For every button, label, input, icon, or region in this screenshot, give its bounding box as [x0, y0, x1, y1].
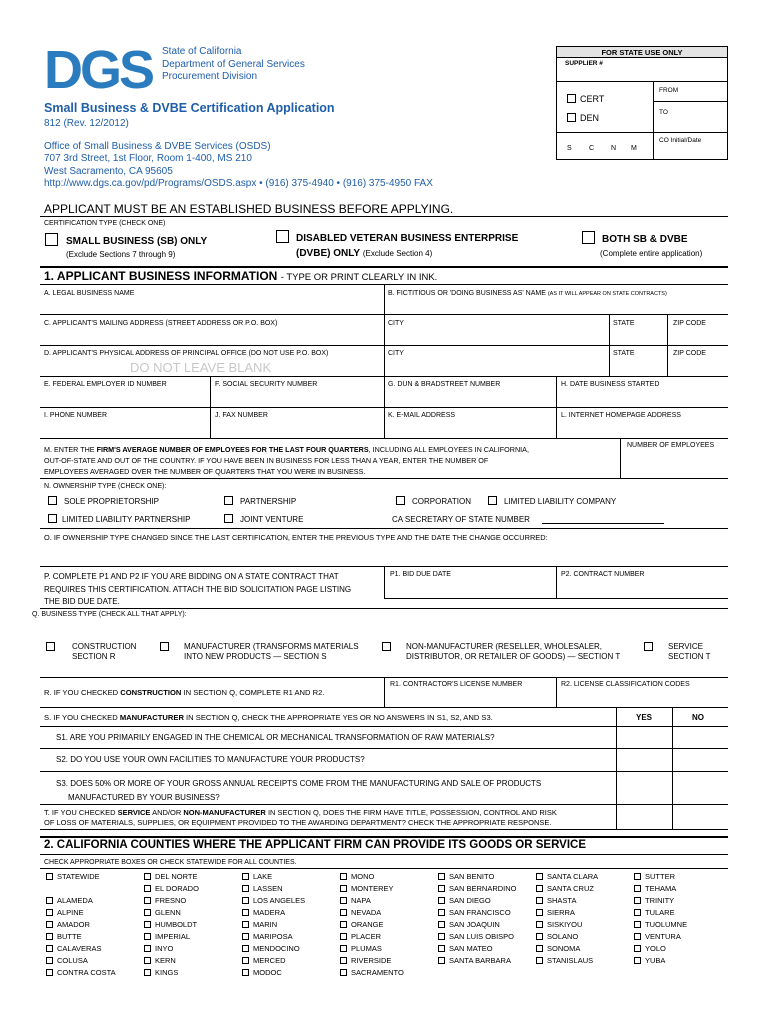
business-type-label: Q. BUSINESS TYPE (CHECK ALL THAT APPLY): [32, 611, 187, 618]
bid-instruction: P. COMPLETE P1 AND P2 IF YOU ARE BIDDING ON A STATE CONTRACT THAT REQUIRES THIS CERTIFICATION. ATTACH THE BID SOLICITATION PAGE LISTING THE BID DUE DATE. [44, 572, 352, 606]
section2-heading: 2. CALIFORNIA COUNTIES WHERE THE APPLICANT FIRM CAN PROVIDE ITS GOODS OR SERVICE [44, 839, 587, 851]
no-header: NO [692, 713, 704, 722]
county-label: STANISLAUS [547, 956, 594, 965]
logo-text: DGS [44, 42, 153, 96]
county-label: ALAMEDA [57, 896, 93, 905]
license-codes-label: R2. LICENSE CLASSIFICATION CODES [561, 681, 690, 688]
county-label: MERCED [253, 956, 286, 965]
county-checkbox-napa[interactable] [340, 897, 347, 904]
county-checkbox-mono[interactable] [340, 873, 347, 880]
county-checkbox-butte[interactable] [46, 933, 53, 940]
section1-heading: 1. APPLICANT BUSINESS INFORMATION [44, 269, 278, 283]
dvbe-line [296, 248, 432, 259]
county-checkbox-plumas[interactable] [340, 945, 347, 952]
office-block [44, 141, 433, 191]
county-label: SANTA CRUZ [547, 884, 594, 893]
county-checkbox-sonoma[interactable] [536, 945, 543, 952]
county-label: SONOMA [547, 944, 581, 953]
county-checkbox-santa-cruz[interactable] [536, 885, 543, 892]
form-title: Small Business & DVBE Certification Application [44, 101, 335, 115]
nonmanufacturer-checkbox[interactable] [382, 642, 391, 651]
county-label: SHASTA [547, 896, 577, 905]
license-number-label: R1. CONTRACTOR'S LICENSE NUMBER [390, 681, 523, 688]
county-checkbox-los-angeles[interactable] [242, 897, 249, 904]
county-checkbox-colusa[interactable] [46, 957, 53, 964]
llc-checkbox[interactable] [488, 496, 497, 505]
county-label: SAN BENITO [449, 872, 495, 881]
fictitious-name-label: B. FICTITIOUS OR 'DOING BUSINESS AS' NAME (AS IT WILL APPEAR ON STATE CONTRACTS) [388, 290, 667, 297]
co-initial-label: CO Initial/Date [659, 137, 702, 144]
section1-heading-row [44, 269, 437, 283]
cert-type-label: CERTIFICATION TYPE (CHECK ONE) [44, 220, 166, 227]
llp-label: LIMITED LIABILITY PARTNERSHIP [62, 515, 191, 524]
dvbe-title: DISABLED VETERAN BUSINESS ENTERPRISE [296, 233, 519, 244]
sole-label: SOLE PROPRIETORSHIP [64, 497, 159, 506]
manufacturer-checkbox[interactable] [160, 642, 169, 651]
county-checkbox-mariposa[interactable] [242, 933, 249, 940]
partnership-label: PARTNERSHIP [240, 497, 297, 506]
county-checkbox-modoc[interactable] [242, 969, 249, 976]
county-label: YUBA [645, 956, 666, 965]
county-label: ALPINE [57, 908, 84, 917]
county-checkbox-monterey[interactable] [340, 885, 347, 892]
office-address2: West Sacramento, CA 95605 [44, 165, 173, 177]
county-label: LOS ANGELES [253, 896, 306, 905]
county-label: NAPA [351, 896, 371, 905]
county-checkbox-placer[interactable] [340, 933, 347, 940]
county-checkbox-sutter[interactable] [634, 873, 641, 880]
county-checkbox-fresno[interactable] [144, 897, 151, 904]
both-note: (Complete entire application) [600, 249, 703, 258]
county-checkbox-humboldt[interactable] [144, 921, 151, 928]
ssn-label: F. SOCIAL SECURITY NUMBER [215, 381, 318, 388]
county-checkbox-statewide[interactable] [46, 873, 53, 880]
county-checkbox-madera[interactable] [242, 909, 249, 916]
county-label: SIERRA [547, 908, 575, 917]
service-label: SERVICE SECTION T [668, 642, 711, 661]
den-label: DEN [580, 113, 600, 123]
county-label: MARIPOSA [253, 932, 293, 941]
county-label: SAN FRANCISCO [449, 908, 511, 917]
county-checkbox-shasta[interactable] [536, 897, 543, 904]
s1-question: S1. ARE YOU PRIMARILY ENGAGED IN THE CHEMICAL OR MECHANICAL TRANSFORMATION OF RAW MATERIALS? [56, 733, 495, 742]
county-checkbox-imperial[interactable] [144, 933, 151, 940]
agency-line2: Department of General Services [162, 58, 305, 70]
county-label: BUTTE [57, 932, 82, 941]
county-label: TEHAMA [645, 884, 677, 893]
date-started-label: H. DATE BUSINESS STARTED [561, 381, 660, 388]
physical-address-label: D. APPLICANT'S PHYSICAL ADDRESS OF PRINCIPAL OFFICE (DO NOT USE P.O. BOX) [44, 350, 329, 357]
county-checkbox-sierra[interactable] [536, 909, 543, 916]
county-checkbox-mendocino[interactable] [242, 945, 249, 952]
county-checkbox-merced[interactable] [242, 957, 249, 964]
dvbe-note: (Exclude Section 4) [362, 249, 433, 258]
joint-venture-label: JOINT VENTURE [240, 515, 304, 524]
county-checkbox-kern[interactable] [144, 957, 151, 964]
county-checkbox-inyo[interactable] [144, 945, 151, 952]
manufacturer-label: MANUFACTURER (TRANSFORMS MATERIALS INTO NEW PRODUCTS — SECTION S [184, 642, 359, 661]
llp-checkbox[interactable] [48, 514, 57, 523]
county-checkbox-kings[interactable] [144, 969, 151, 976]
fax-label: J. FAX NUMBER [215, 412, 268, 419]
county-label: KINGS [155, 968, 179, 977]
county-label: ORANGE [351, 920, 384, 929]
county-label: INYO [155, 944, 174, 953]
joint-venture-checkbox[interactable] [224, 514, 233, 523]
county-checkbox-san-bernardino[interactable] [438, 885, 445, 892]
county-checkbox-trinity[interactable] [634, 897, 641, 904]
homepage-label: L. INTERNET HOMEPAGE ADDRESS [561, 412, 681, 419]
ca-sos-label: CA SECRETARY OF STATE NUMBER [392, 515, 530, 524]
agency-line1: State of California [162, 46, 242, 57]
county-checkbox-ventura[interactable] [634, 933, 641, 940]
mailing-address-label: C. APPLICANT'S MAILING ADDRESS (STREET ADDRESS OR P.O. BOX) [44, 320, 278, 327]
bid-due-label: P1. BID DUE DATE [390, 571, 451, 578]
county-label: CALAVERAS [57, 944, 102, 953]
county-checkbox-santa-clara[interactable] [536, 873, 543, 880]
sb-only-label: SMALL BUSINESS (SB) ONLY [66, 236, 208, 247]
construction-instruction: R. IF YOU CHECKED CONSTRUCTION IN SECTION Q, COMPLETE R1 AND R2. [44, 688, 325, 697]
county-label: SAN BERNARDINO [449, 884, 517, 893]
section1-note: - TYPE OR PRINT CLEARLY IN INK. [280, 272, 438, 283]
county-checkbox-tuolumne[interactable] [634, 921, 641, 928]
code-n: N [611, 145, 617, 152]
service-instruction: T. IF YOU CHECKED SERVICE AND/OR NON-MANUFACTURER IN SECTION Q, DOES THE FIRM HAVE TITLE, POSSESSION, CONTROL AND RISK OF LOSS OF MATERIALS, SUPPLIES, OR EQUIPMENT PROVIDED TO THE AWARDING DEPARTMENT? CHECK THE APPROPRIATE RESPONSE. [44, 808, 557, 827]
duns-label: G. DUN & BRADSTREET NUMBER [388, 381, 501, 388]
county-checkbox-calaveras[interactable] [46, 945, 53, 952]
county-checkbox-alpine[interactable] [46, 909, 53, 916]
code-s: S [567, 145, 572, 152]
county-checkbox-del-norte[interactable] [144, 873, 151, 880]
county-checkbox-tulare[interactable] [634, 909, 641, 916]
county-checkbox-san-luis-obispo[interactable] [438, 933, 445, 940]
county-checkbox-stanislaus[interactable] [536, 957, 543, 964]
service-checkbox[interactable] [644, 642, 653, 651]
county-checkbox-san-mateo[interactable] [438, 945, 445, 952]
applicant-notice: APPLICANT MUST BE AN ESTABLISHED BUSINESS BEFORE APPLYING. [44, 202, 454, 216]
dgs-logo [44, 42, 154, 96]
llc-label: LIMITED LIABILITY COMPANY [504, 497, 617, 506]
county-label: DEL NORTE [155, 872, 198, 881]
county-checkbox-alameda[interactable] [46, 897, 53, 904]
supplier-label: SUPPLIER # [565, 60, 603, 67]
county-checkbox-el-dorado[interactable] [144, 885, 151, 892]
county-checkbox-san-francisco[interactable] [438, 909, 445, 916]
county-checkbox-tehama[interactable] [634, 885, 641, 892]
physical-state-label: STATE [613, 350, 635, 357]
both-label: BOTH SB & DVBE [602, 234, 688, 245]
physical-zip-label: ZIP CODE [673, 350, 706, 357]
state-use-title: FOR STATE USE ONLY [557, 47, 727, 58]
county-checkbox-san-joaquin[interactable] [438, 921, 445, 928]
corporation-checkbox[interactable] [396, 496, 405, 505]
contract-number-label: P2. CONTRACT NUMBER [561, 571, 645, 578]
county-label: MENDOCINO [253, 944, 300, 953]
num-employees-label: NUMBER OF EMPLOYEES [627, 442, 715, 449]
county-checkbox-santa-barbara[interactable] [438, 957, 445, 964]
county-checkbox-sacramento[interactable] [340, 969, 347, 976]
dvbe-only-checkbox[interactable] [276, 230, 289, 243]
county-label: TULARE [645, 908, 675, 917]
county-label: FRESNO [155, 896, 187, 905]
county-checkbox-san-diego[interactable] [438, 897, 445, 904]
county-label: IMPERIAL [155, 932, 191, 941]
from-label: FROM [659, 87, 679, 94]
county-label: MARIN [253, 920, 278, 929]
county-label: MONTEREY [351, 884, 394, 893]
county-checkbox-yuba[interactable] [634, 957, 641, 964]
manufacturer-instruction: S. IF YOU CHECKED MANUFACTURER IN SECTION Q, CHECK THE APPROPRIATE YES OR NO ANSWERS IN S1, S2, AND S3. [44, 713, 493, 722]
county-label: MODOC [253, 968, 282, 977]
county-checkbox-orange[interactable] [340, 921, 347, 928]
county-label: SOLANO [547, 932, 579, 941]
to-label: TO [659, 109, 668, 116]
code-m: M [631, 145, 637, 152]
county-checkbox-solano[interactable] [536, 933, 543, 940]
mailing-zip-label: ZIP CODE [673, 320, 706, 327]
county-label: SAN MATEO [449, 944, 493, 953]
den-checkbox[interactable] [567, 113, 576, 122]
county-checkbox-contra-costa[interactable] [46, 969, 53, 976]
physical-city-label: CITY [388, 350, 404, 357]
mailing-state-label: STATE [613, 320, 635, 327]
counties-instruction: CHECK APPROPRIATE BOXES OR CHECK STATEWIDE FOR ALL COUNTIES. [44, 859, 297, 866]
form-number: 812 (Rev. 12/2012) [44, 118, 129, 129]
county-checkbox-glenn[interactable] [144, 909, 151, 916]
s3-question: S3. DOES 50% OR MORE OF YOUR GROSS ANNUAL RECEIPTS COME FROM THE MANUFACTURING AND SALE OF PRODUCTS MANUFACTURED BY YOUR BUSINESS? [56, 779, 542, 802]
cert-label: CERT [580, 94, 605, 104]
county-checkbox-nevada[interactable] [340, 909, 347, 916]
construction-checkbox[interactable] [46, 642, 55, 651]
county-label: HUMBOLDT [155, 920, 198, 929]
county-label: TRINITY [645, 896, 675, 905]
s2-question: S2. DO YOU USE YOUR OWN FACILITIES TO MANUFACTURE YOUR PRODUCTS? [56, 755, 365, 764]
agency-block [162, 46, 305, 84]
county-label: SAN LUIS OBISPO [449, 932, 515, 941]
ca-sos-line[interactable] [542, 523, 664, 524]
partnership-checkbox[interactable] [224, 496, 233, 505]
employees-instruction: M. ENTER THE FIRM'S AVERAGE NUMBER OF EMPLOYEES FOR THE LAST FOUR QUARTERS, INCLUDING ALL EMPLOYEES IN CALIFORNIA, OUT-OF-STATE AND OUT OF THE COUNTRY. IF YOU HAVE BEEN IN BUSINESS FOR LESS THAN A YEAR, ENTER THE NUMBER OF EMPLOYEES AVERAGED OVER THE NUMBER OF QUARTERS THAT YOU WERE IN BUSINESS. [44, 445, 529, 476]
email-label: K. E-MAIL ADDRESS [388, 412, 456, 419]
county-checkbox-lassen[interactable] [242, 885, 249, 892]
ownership-change-label: O. IF OWNERSHIP TYPE CHANGED SINCE THE LAST CERTIFICATION, ENTER THE PREVIOUS TYPE AND THE DATE THE CHANGE OCCURRED: [44, 533, 548, 542]
county-label: AMADOR [57, 920, 90, 929]
ownership-type-label: N. OWNERSHIP TYPE (CHECK ONE): [44, 483, 167, 490]
office-contact: http://www.dgs.ca.gov/pd/Programs/OSDS.aspx • (916) 375-4940 • (916) 375-4950 FAX [44, 178, 433, 190]
county-label: SANTA BARBARA [449, 956, 511, 965]
yes-header: YES [636, 713, 653, 722]
county-label: RIVERSIDE [351, 956, 392, 965]
county-label: EL DORADO [155, 884, 199, 893]
county-label: GLENN [155, 908, 181, 917]
county-label: KERN [155, 956, 176, 965]
county-label: STATEWIDE [57, 872, 100, 881]
county-checkbox-amador[interactable] [46, 921, 53, 928]
office-address1: 707 3rd Street, 1st Floor, Room 1-400, MS 210 [44, 153, 252, 165]
county-label: SANTA CLARA [547, 872, 599, 881]
cert-checkbox[interactable] [567, 94, 576, 103]
state-use-box [556, 46, 728, 160]
phone-label: I. PHONE NUMBER [44, 412, 108, 419]
legal-name-label: A. LEGAL BUSINESS NAME [44, 290, 135, 297]
county-checkbox-siskiyou[interactable] [536, 921, 543, 928]
dgs-logo-icon [44, 42, 154, 96]
county-checkbox-lake[interactable] [242, 873, 249, 880]
county-label: NEVADA [351, 908, 382, 917]
county-checkbox-marin[interactable] [242, 921, 249, 928]
county-label: MADERA [253, 908, 286, 917]
county-label: YOLO [645, 944, 666, 953]
county-checkbox-san-benito[interactable] [438, 873, 445, 880]
do-not-leave-blank: DO NOT LEAVE BLANK [130, 360, 272, 375]
county-checkbox-riverside[interactable] [340, 957, 347, 964]
county-label: LAKE [253, 872, 273, 881]
county-label: CONTRA COSTA [57, 968, 116, 977]
county-label: SACRAMENTO [351, 968, 404, 977]
agency-line3: Procurement Division [162, 71, 258, 82]
both-checkbox[interactable] [582, 231, 595, 244]
county-label: MONO [351, 872, 375, 881]
sb-only-checkbox[interactable] [45, 233, 58, 246]
office-name: Office of Small Business & DVBE Services (OSDS) [44, 141, 271, 152]
county-checkbox-yolo[interactable] [634, 945, 641, 952]
county-label: SISKIYOU [547, 920, 583, 929]
county-label: SAN JOAQUIN [449, 920, 500, 929]
county-label: SUTTER [645, 872, 675, 881]
code-c: C [589, 145, 595, 152]
county-label: COLUSA [57, 956, 88, 965]
county-label: VENTURA [645, 932, 681, 941]
mailing-city-label: CITY [388, 320, 404, 327]
nonmanufacturer-label: NON-MANUFACTURER (RESELLER, WHOLESALER, DISTRIBUTOR, OR RETAILER OF GOODS) — SECTION T [406, 642, 621, 661]
fein-label: E. FEDERAL EMPLOYER ID NUMBER [44, 381, 167, 388]
corporation-label: CORPORATION [412, 497, 471, 506]
sole-checkbox[interactable] [48, 496, 57, 505]
county-label: PLUMAS [351, 944, 382, 953]
county-label: PLACER [351, 932, 382, 941]
county-label: SAN DIEGO [449, 896, 491, 905]
construction-label: CONSTRUCTION SECTION R [72, 642, 137, 661]
dvbe-only-label: (DVBE) ONLY [296, 248, 361, 259]
sb-note: (Exclude Sections 7 through 9) [66, 250, 176, 259]
county-label: TUOLUMNE [645, 920, 688, 929]
county-label: LASSEN [253, 884, 283, 893]
